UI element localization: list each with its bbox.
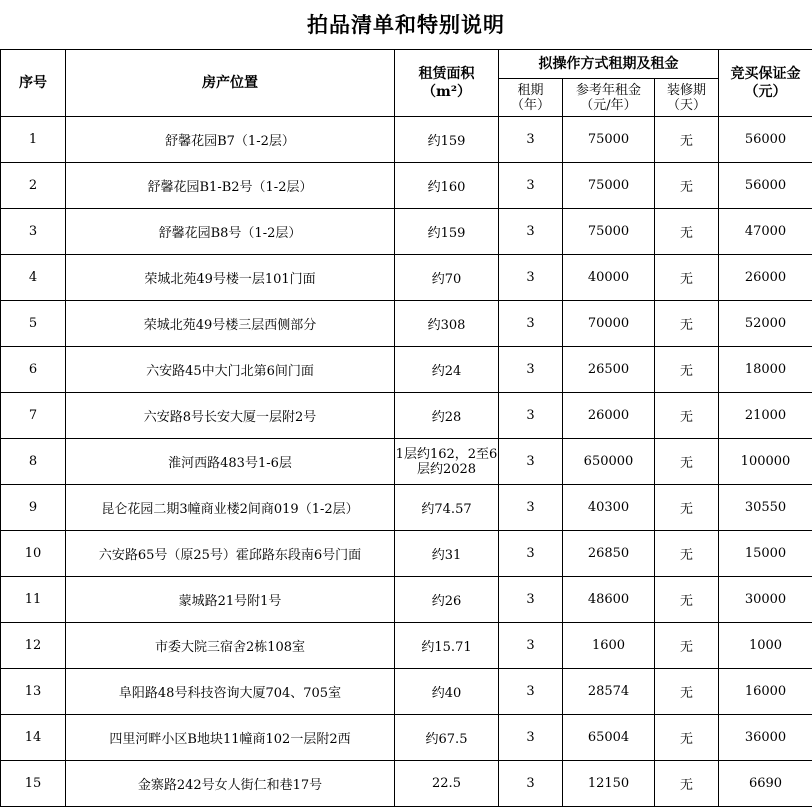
table-row — [1, 255, 812, 301]
cell-seq: 14 — [1, 715, 66, 761]
cell-term: 3 — [499, 623, 563, 669]
cell-deposit: 36000 — [719, 715, 812, 761]
cell-rent: 12150 — [563, 761, 655, 807]
cell-term: 3 — [499, 209, 563, 255]
cell-seq: 8 — [1, 439, 66, 485]
cell-deposit: 21000 — [719, 393, 812, 439]
cell-rent: 26000 — [563, 393, 655, 439]
cell-rent: 26850 — [563, 531, 655, 577]
cell-deposit: 16000 — [719, 669, 812, 715]
cell-decoration: 无 — [655, 393, 719, 439]
cell-area: 1层约162，2至6层约2028 — [395, 439, 499, 485]
cell-term: 3 — [499, 715, 563, 761]
cell-decoration: 无 — [655, 163, 719, 209]
table-row — [1, 301, 812, 347]
cell-seq: 1 — [1, 117, 66, 163]
cell-location: 蒙城路21号附1号 — [66, 577, 395, 623]
table-row — [1, 209, 812, 255]
cell-deposit: 26000 — [719, 255, 812, 301]
cell-term: 3 — [499, 439, 563, 485]
cell-seq: 6 — [1, 347, 66, 393]
cell-seq: 10 — [1, 531, 66, 577]
cell-location: 舒馨花园B1-B2号（1-2层） — [66, 163, 395, 209]
cell-decoration: 无 — [655, 117, 719, 163]
table-row — [1, 163, 812, 209]
cell-area: 约159 — [395, 117, 499, 163]
cell-area: 约15.71 — [395, 623, 499, 669]
cell-rent: 40000 — [563, 255, 655, 301]
cell-seq: 5 — [1, 301, 66, 347]
cell-seq: 7 — [1, 393, 66, 439]
cell-area: 约74.57 — [395, 485, 499, 531]
cell-deposit: 56000 — [719, 163, 812, 209]
cell-decoration: 无 — [655, 715, 719, 761]
cell-seq: 12 — [1, 623, 66, 669]
cell-deposit: 52000 — [719, 301, 812, 347]
cell-term: 3 — [499, 761, 563, 807]
cell-deposit: 30550 — [719, 485, 812, 531]
cell-area: 约40 — [395, 669, 499, 715]
header-location: 房产位置 — [66, 50, 395, 117]
cell-seq: 3 — [1, 209, 66, 255]
cell-area: 约26 — [395, 577, 499, 623]
cell-seq: 13 — [1, 669, 66, 715]
cell-deposit: 6690 — [719, 761, 812, 807]
header-term — [499, 79, 563, 117]
cell-deposit: 100000 — [719, 439, 812, 485]
cell-decoration: 无 — [655, 531, 719, 577]
cell-deposit: 1000 — [719, 623, 812, 669]
cell-location: 舒馨花园B7（1-2层） — [66, 117, 395, 163]
header-seq: 序号 — [1, 50, 66, 117]
table-row — [1, 531, 812, 577]
header-deposit — [719, 50, 812, 117]
table-row — [1, 117, 812, 163]
cell-rent: 70000 — [563, 301, 655, 347]
cell-area: 约67.5 — [395, 715, 499, 761]
cell-area: 约159 — [395, 209, 499, 255]
cell-term: 3 — [499, 485, 563, 531]
cell-area: 约70 — [395, 255, 499, 301]
cell-location: 六安路45中大门北第6间门面 — [66, 347, 395, 393]
cell-term: 3 — [499, 301, 563, 347]
cell-term: 3 — [499, 393, 563, 439]
cell-deposit: 47000 — [719, 209, 812, 255]
cell-location: 淮河西路483号1-6层 — [66, 439, 395, 485]
cell-seq: 11 — [1, 577, 66, 623]
header-area — [395, 50, 499, 117]
cell-deposit: 18000 — [719, 347, 812, 393]
cell-decoration: 无 — [655, 485, 719, 531]
cell-location: 荣城北苑49号楼三层西侧部分 — [66, 301, 395, 347]
cell-area: 约28 — [395, 393, 499, 439]
cell-rent: 650000 — [563, 439, 655, 485]
cell-term: 3 — [499, 577, 563, 623]
header-decoration-label: 装修期 （天） — [666, 82, 706, 113]
cell-decoration: 无 — [655, 577, 719, 623]
header-decoration — [655, 79, 719, 117]
cell-location: 昆仑花园二期3幢商业楼2间商019（1-2层） — [66, 485, 395, 531]
table-row — [1, 577, 812, 623]
cell-term: 3 — [499, 669, 563, 715]
cell-seq: 9 — [1, 485, 66, 531]
cell-decoration: 无 — [655, 301, 719, 347]
cell-rent: 75000 — [563, 163, 655, 209]
auction-items-table — [0, 49, 812, 807]
cell-decoration: 无 — [655, 209, 719, 255]
cell-area: 约308 — [395, 301, 499, 347]
cell-area: 22.5 — [395, 761, 499, 807]
table-row — [1, 439, 812, 485]
cell-term: 3 — [499, 163, 563, 209]
cell-rent: 75000 — [563, 117, 655, 163]
cell-rent: 26500 — [563, 347, 655, 393]
table-row — [1, 485, 812, 531]
header-area-label: 租赁面积 （m²） — [418, 66, 475, 100]
cell-decoration: 无 — [655, 669, 719, 715]
cell-location: 荣城北苑49号楼一层101门面 — [66, 255, 395, 301]
cell-location: 六安路8号长安大厦一层附2号 — [66, 393, 395, 439]
cell-term: 3 — [499, 117, 563, 163]
header-ref-rent-label: 参考年租金 （元/年） — [575, 82, 641, 113]
cell-location: 阜阳路48号科技咨询大厦704、705室 — [66, 669, 395, 715]
cell-seq: 4 — [1, 255, 66, 301]
cell-rent: 75000 — [563, 209, 655, 255]
cell-area: 约160 — [395, 163, 499, 209]
header-ref-rent — [563, 79, 655, 117]
cell-location: 金寨路242号女人街仁和巷17号 — [66, 761, 395, 807]
cell-rent: 1600 — [563, 623, 655, 669]
cell-location: 舒馨花园B8号（1-2层） — [66, 209, 395, 255]
table-row — [1, 669, 812, 715]
cell-term: 3 — [499, 347, 563, 393]
cell-location: 市委大院三宿舍2栋108室 — [66, 623, 395, 669]
cell-area: 约24 — [395, 347, 499, 393]
cell-area: 约31 — [395, 531, 499, 577]
cell-term: 3 — [499, 255, 563, 301]
cell-rent: 40300 — [563, 485, 655, 531]
header-deposit-label: 竞买保证金 （元） — [730, 66, 801, 100]
table-body — [1, 117, 812, 807]
table-row — [1, 623, 812, 669]
cell-rent: 65004 — [563, 715, 655, 761]
cell-decoration: 无 — [655, 439, 719, 485]
table-row — [1, 347, 812, 393]
cell-decoration: 无 — [655, 347, 719, 393]
document-title: 拍品清单和特别说明 — [307, 12, 505, 37]
table-row — [1, 715, 812, 761]
cell-decoration: 无 — [655, 255, 719, 301]
cell-location: 四里河畔小区B地块11幢商102一层附2西 — [66, 715, 395, 761]
cell-rent: 48600 — [563, 577, 655, 623]
header-term-label: 租期 （年） — [510, 82, 550, 113]
cell-location: 六安路65号（原25号）霍邱路东段南6号门面 — [66, 531, 395, 577]
table-row — [1, 393, 812, 439]
cell-deposit: 15000 — [719, 531, 812, 577]
cell-deposit: 30000 — [719, 577, 812, 623]
header-mode-group: 拟操作方式租期及租金 — [499, 50, 719, 79]
cell-seq: 2 — [1, 163, 66, 209]
cell-term: 3 — [499, 531, 563, 577]
cell-seq: 15 — [1, 761, 66, 807]
cell-deposit: 56000 — [719, 117, 812, 163]
cell-decoration: 无 — [655, 761, 719, 807]
cell-decoration: 无 — [655, 623, 719, 669]
table-row — [1, 761, 812, 807]
cell-rent: 28574 — [563, 669, 655, 715]
